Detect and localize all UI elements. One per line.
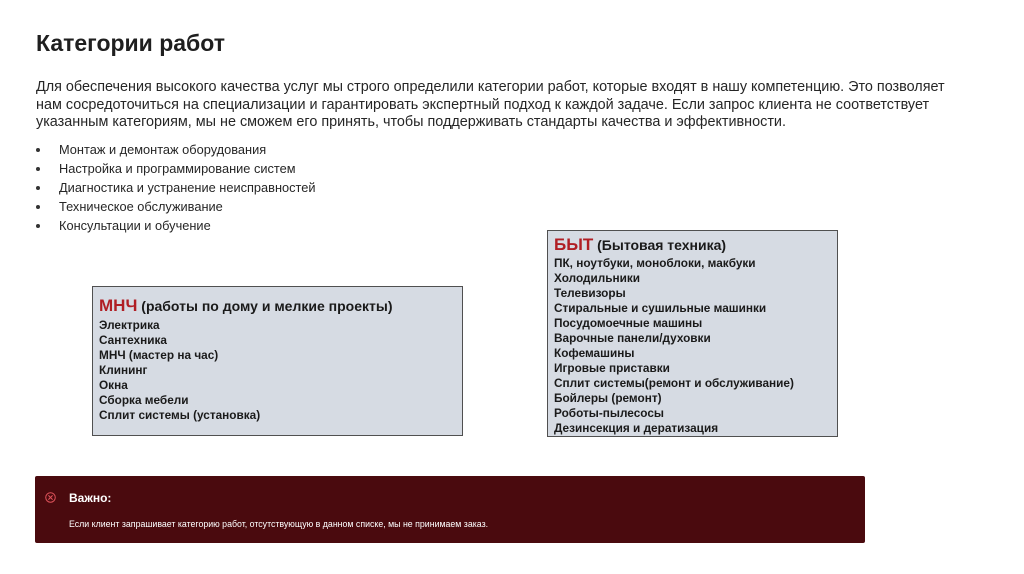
page-title: Категории работ — [36, 30, 225, 56]
bullet-item: Техническое обслуживание — [36, 197, 316, 216]
alert-title: Важно: — [69, 491, 112, 505]
list-item: Бойлеры (ремонт) — [554, 391, 662, 405]
list-item: Холодильники — [554, 271, 641, 285]
intro-paragraph: Для обеспечения высокого качества услуг мы строго определили категории работ, которые входят в нашу компетенцию. Это позволяет нам сосредоточиться на специализации и гарантировать экспертный подход к каждой задаче. Если запрос клиента не соответствует указанным категориям, мы не сможем его принять, чтобы поддерживать стандарты качества и эффективности. — [36, 79, 945, 130]
byt-category-box — [547, 230, 838, 437]
byt-list — [554, 256, 831, 436]
list-item: Телевизоры — [554, 286, 626, 300]
bullet-item: Настройка и программирование систем — [36, 159, 316, 178]
list-item: Кофемашины — [554, 346, 635, 360]
list-item: Электрика — [99, 318, 160, 332]
service-bullet-list — [36, 140, 316, 235]
list-item: Сборка мебели — [99, 393, 189, 407]
list-item: Сантехника — [99, 333, 167, 347]
mnch-box-heading — [99, 296, 456, 316]
list-item: Посудомоечные машины — [554, 316, 703, 330]
mnch-code: МНЧ — [99, 296, 138, 315]
mnch-category-box — [92, 286, 463, 436]
close-circle-icon — [45, 492, 56, 503]
byt-box-heading — [554, 235, 831, 255]
list-item: Варочные панели/духовки — [554, 331, 711, 345]
list-item: Дезинсекция и дератизация — [554, 421, 719, 435]
list-item: Окна — [99, 378, 128, 392]
byt-subtitle: (Бытовая техника) — [593, 237, 727, 253]
list-item: МНЧ (мастер на час) — [99, 348, 219, 362]
mnch-list — [99, 318, 456, 423]
important-alert — [35, 476, 865, 543]
list-item: Сплит системы(ремонт и обслуживание) — [554, 376, 794, 390]
list-item: Игровые приставки — [554, 361, 670, 375]
list-item: ПК, ноутбуки, моноблоки, макбуки — [554, 256, 756, 270]
list-item: Сплит системы (установка) — [99, 408, 261, 422]
list-item: Роботы-пылесосы — [554, 406, 664, 420]
byt-code: БЫТ — [554, 235, 594, 254]
list-item: Клининг — [99, 363, 148, 377]
bullet-item: Монтаж и демонтаж оборудования — [36, 140, 316, 159]
bullet-item: Диагностика и устранение неисправностей — [36, 178, 316, 197]
alert-text: Если клиент запрашивает категорию работ, отсутствующую в данном списке, мы не принимаем заказ. — [69, 519, 489, 529]
mnch-subtitle: (работы по дому и мелкие проекты) — [137, 298, 393, 314]
bullet-item: Консультации и обучение — [36, 216, 316, 235]
list-item: Стиральные и сушильные машинки — [554, 301, 767, 315]
